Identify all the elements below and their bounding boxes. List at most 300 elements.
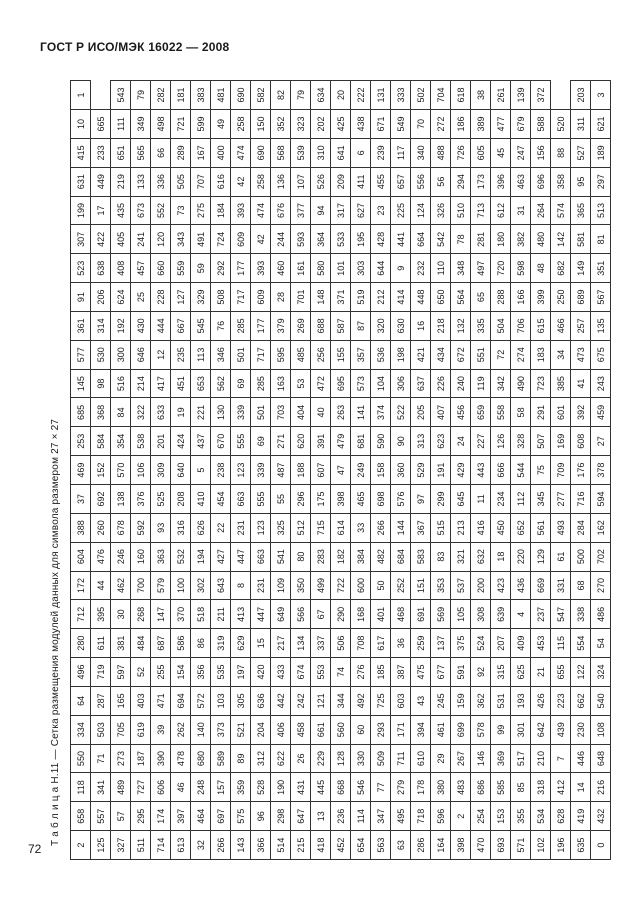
table-cell: 676 [271, 196, 291, 225]
table-cell: 620 [291, 427, 311, 456]
table-cell: 69 [251, 427, 271, 456]
table-cell: 625 [511, 658, 531, 687]
table-cell: 702 [591, 542, 611, 571]
table-cell: 469 [71, 456, 91, 485]
table-cell: 418 [311, 831, 331, 860]
table-cell: 722 [331, 571, 351, 600]
table-cell: 508 [211, 283, 231, 312]
table-cell: 161 [291, 254, 311, 283]
table-cell: 581 [571, 225, 591, 254]
table-cell: 99 [491, 715, 511, 744]
table-cell: 677 [431, 658, 451, 687]
table-cell: 36 [391, 629, 411, 658]
table-cell: 390 [151, 744, 171, 773]
table-cell: 318 [531, 773, 551, 802]
table-cell: 458 [291, 715, 311, 744]
table-cell: 529 [411, 456, 431, 485]
table-cell: 421 [411, 340, 431, 369]
table-cell: 330 [351, 744, 371, 773]
table-cell: 694 [171, 686, 191, 715]
table-cell: 167 [191, 138, 211, 167]
table-cell: 350 [291, 571, 311, 600]
table-cell: 152 [91, 456, 111, 485]
table-cell: 460 [271, 254, 291, 283]
table-cell: 361 [71, 311, 91, 340]
table-cell: 114 [351, 802, 371, 831]
table-cell: 182 [331, 542, 351, 571]
table-cell: 378 [591, 456, 611, 485]
table-cell: 236 [331, 802, 351, 831]
table-cell: 237 [531, 600, 551, 629]
table-cell: 55 [271, 485, 291, 514]
table-cell: 410 [191, 485, 211, 514]
table-cell: 617 [371, 629, 391, 658]
table-cell: 610 [411, 744, 431, 773]
table-row [231, 81, 251, 860]
table-cell: 60 [351, 715, 371, 744]
table-cell: 88 [551, 138, 571, 167]
table-cell: 181 [171, 81, 191, 110]
table-cell: 169 [551, 427, 571, 456]
table-cell: 643 [211, 571, 231, 600]
table-cell: 691 [411, 600, 431, 629]
table-cell: 644 [371, 254, 391, 283]
table-cell: 245 [431, 686, 451, 715]
table-cell: 143 [231, 831, 251, 860]
table-cell: 85 [511, 773, 531, 802]
table-cell: 339 [231, 398, 251, 427]
table-cell: 90 [391, 427, 411, 456]
table-cell: 107 [291, 167, 311, 196]
table-cell: 599 [191, 110, 211, 139]
table-row [411, 81, 431, 860]
table-row [351, 81, 371, 860]
table-cell: 149 [571, 254, 591, 283]
table-cell: 144 [391, 513, 411, 542]
table-cell: 668 [331, 773, 351, 802]
table-cell: 215 [291, 831, 311, 860]
table-cell: 457 [131, 254, 151, 283]
table-cell: 664 [411, 225, 431, 254]
table-cell: 185 [371, 658, 391, 687]
table-cell: 380 [431, 773, 451, 802]
table-cell: 371 [331, 283, 351, 312]
table-cell: 493 [551, 513, 571, 542]
table-cell: 252 [391, 571, 411, 600]
table-cell: 566 [291, 600, 311, 629]
table-cell: 409 [511, 629, 531, 658]
table-cell: 111 [111, 110, 131, 139]
table-cell: 556 [411, 167, 431, 196]
table-cell: 54 [591, 629, 611, 658]
table-cell: 281 [471, 225, 491, 254]
table-cell: 638 [91, 254, 111, 283]
table-cell: 242 [291, 686, 311, 715]
table-cell: 432 [591, 802, 611, 831]
table-cell: 73 [171, 196, 191, 225]
table-cell: 128 [331, 744, 351, 773]
table-cell: 59 [191, 254, 211, 283]
table-cell: 199 [71, 196, 91, 225]
table-cell: 13 [311, 802, 331, 831]
table-cell: 186 [451, 110, 471, 139]
table-cell: 451 [171, 369, 191, 398]
table-cell: 518 [191, 600, 211, 629]
table-cell: 42 [251, 225, 271, 254]
table-cell: 570 [111, 456, 131, 485]
table-cell: 706 [511, 311, 531, 340]
table-cell: 267 [451, 744, 471, 773]
table-cell: 246 [111, 542, 131, 571]
table-cell: 345 [531, 485, 551, 514]
table-cell: 285 [251, 369, 271, 398]
table-cell: 392 [571, 398, 591, 427]
table-cell: 67 [311, 600, 331, 629]
table-row [591, 81, 611, 860]
table-cell: 30 [111, 600, 131, 629]
table-cell: 579 [151, 571, 171, 600]
table-cell: 373 [211, 715, 231, 744]
table-cell: 436 [511, 571, 531, 600]
table-cell: 276 [351, 658, 371, 687]
table-cell: 105 [451, 600, 471, 629]
table-cell: 7 [551, 744, 571, 773]
table-cell: 681 [351, 427, 371, 456]
table-row [191, 81, 211, 860]
table-cell: 362 [471, 686, 491, 715]
table-cell: 692 [91, 485, 111, 514]
table-cell: 151 [411, 571, 431, 600]
table-cell: 145 [71, 369, 91, 398]
table-cell: 568 [271, 138, 291, 167]
table-cell: 192 [111, 311, 131, 340]
table-cell: 180 [491, 225, 511, 254]
table-cell: 417 [151, 369, 171, 398]
table-cell: 315 [491, 658, 511, 687]
table-cell: 530 [91, 340, 111, 369]
table-cell: 705 [111, 715, 131, 744]
table-cell: 700 [131, 571, 151, 600]
table-cell: 607 [311, 456, 331, 485]
table-cell: 698 [371, 485, 391, 514]
table-cell: 444 [151, 311, 171, 340]
table-cell: 597 [111, 658, 131, 687]
table-cell: 474 [251, 196, 271, 225]
table-cell: 354 [111, 427, 131, 456]
table-cell: 465 [351, 485, 371, 514]
table-cell: 286 [411, 831, 431, 860]
module-placement-grid [70, 80, 611, 860]
table-cell: 127 [171, 283, 191, 312]
table-cell: 376 [131, 485, 151, 514]
table-cell: 183 [531, 340, 551, 369]
table-cell: 204 [251, 715, 271, 744]
table-cell: 257 [571, 311, 591, 340]
table-cell: 301 [511, 715, 531, 744]
table-cell: 172 [71, 571, 91, 600]
table-cell: 177 [251, 311, 271, 340]
table-cell: 690 [231, 81, 251, 110]
table-cell: 56 [431, 167, 451, 196]
table-cell: 374 [371, 398, 391, 427]
table-cell: 135 [591, 311, 611, 340]
table-cell: 585 [491, 773, 511, 802]
table-cell: 113 [191, 340, 211, 369]
table-cell: 326 [431, 196, 451, 225]
table-cell: 18 [491, 542, 511, 571]
table-cell: 487 [271, 456, 291, 485]
table-row [251, 81, 271, 860]
table-cell: 675 [591, 340, 611, 369]
table-cell: 593 [291, 225, 311, 254]
table-cell: 433 [271, 658, 291, 687]
table-cell: 26 [291, 744, 311, 773]
table-cell: 391 [311, 427, 331, 456]
table-cell: 76 [211, 311, 231, 340]
table-cell: 173 [471, 167, 491, 196]
table-cell: 308 [471, 600, 491, 629]
table-cell: 498 [151, 110, 171, 139]
table-cell: 505 [171, 167, 191, 196]
table-cell: 154 [171, 658, 191, 687]
table-cell: 43 [411, 686, 431, 715]
table-cell: 473 [571, 340, 591, 369]
table-cell: 37 [71, 485, 91, 514]
table-cell: 446 [571, 744, 591, 773]
table-cell: 717 [251, 340, 271, 369]
table-cell: 419 [571, 802, 591, 831]
table-row [211, 81, 231, 860]
table-cell: 91 [71, 283, 91, 312]
table-cell: 266 [211, 831, 231, 860]
table-cell: 79 [291, 81, 311, 110]
table-cell: 359 [231, 773, 251, 802]
table-cell: 100 [171, 571, 191, 600]
table-cell: 139 [511, 81, 531, 110]
table-cell: 594 [591, 485, 611, 514]
table-cell: 713 [471, 196, 491, 225]
table-row [471, 81, 491, 860]
table-cell: 270 [591, 571, 611, 600]
table-cell: 623 [431, 427, 451, 456]
table-cell: 234 [491, 485, 511, 514]
table-cell: 500 [571, 542, 591, 571]
table-cell: 213 [451, 513, 471, 542]
table-cell: 398 [451, 831, 471, 860]
table-cell: 193 [511, 686, 531, 715]
table-row [91, 81, 111, 860]
table-cell: 447 [231, 542, 251, 571]
table-cell: 274 [511, 340, 531, 369]
table-cell: 158 [371, 456, 391, 485]
table-cell: 650 [431, 283, 451, 312]
table-cell: 626 [191, 513, 211, 542]
table-cell: 25 [131, 283, 151, 312]
table-row [151, 81, 171, 860]
table-cell: 227 [471, 427, 491, 456]
table-cell: 121 [311, 686, 331, 715]
table-cell: 462 [111, 571, 131, 600]
table-cell: 455 [371, 167, 391, 196]
table-cell: 20 [331, 81, 351, 110]
table-cell: 560 [331, 715, 351, 744]
table-cell: 459 [591, 398, 611, 427]
table-cell: 349 [131, 110, 151, 139]
table-cell: 24 [451, 427, 471, 456]
table-cell: 524 [471, 629, 491, 658]
table-cell: 259 [411, 629, 431, 658]
table-cell: 269 [291, 311, 311, 340]
table-cell: 608 [571, 427, 591, 456]
table-cell: 261 [491, 81, 511, 110]
table-cell: 423 [491, 571, 511, 600]
table-cell: 209 [331, 167, 351, 196]
table-cell: 2 [451, 802, 471, 831]
table-cell: 587 [331, 311, 351, 340]
table-cell: 564 [451, 283, 471, 312]
table-row [451, 81, 471, 860]
table-cell: 592 [131, 513, 151, 542]
table-cell: 651 [111, 138, 131, 167]
table-cell: 130 [211, 398, 231, 427]
table-cell: 442 [271, 686, 291, 715]
table-cell: 575 [231, 802, 251, 831]
table-cell: 695 [331, 369, 351, 398]
table-cell: 413 [231, 600, 251, 629]
table-cell: 572 [191, 686, 211, 715]
table-caption: Т а б л и ц а Н.11 — Сетка размещения модулей данных для символа размером 27 × 27 [50, 418, 61, 846]
table-cell: 45 [491, 138, 511, 167]
table-cell: 132 [451, 311, 471, 340]
table-cell: 535 [211, 658, 231, 687]
table-cell: 6 [351, 138, 371, 167]
table-cell: 47 [331, 456, 351, 485]
table-cell: 492 [351, 686, 371, 715]
table-cell: 241 [131, 225, 151, 254]
table-cell: 313 [411, 427, 431, 456]
table-cell: 126 [491, 427, 511, 456]
table-cell: 663 [251, 542, 271, 571]
table-cell: 395 [91, 600, 111, 629]
table-cell: 562 [211, 369, 231, 398]
table-cell: 366 [251, 831, 271, 860]
table-cell: 522 [391, 398, 411, 427]
table-cell: 97 [411, 485, 431, 514]
table-cell: 604 [71, 542, 91, 571]
table-cell: 674 [291, 658, 311, 687]
table-cell: 42 [231, 167, 251, 196]
table-cell: 184 [211, 196, 231, 225]
table-cell: 707 [191, 167, 211, 196]
table-cell: 430 [131, 311, 151, 340]
table-cell: 249 [351, 456, 371, 485]
table-cell: 64 [71, 686, 91, 715]
table-cell: 87 [351, 311, 371, 340]
table-cell: 633 [151, 398, 171, 427]
table-cell: 108 [591, 715, 611, 744]
table-cell: 645 [451, 485, 471, 514]
table-cell: 704 [431, 81, 451, 110]
table-cell: 665 [91, 110, 111, 139]
table-cell: 504 [491, 311, 511, 340]
table-cell: 223 [551, 686, 571, 715]
table-cell: 600 [351, 571, 371, 600]
table-cell: 631 [71, 167, 91, 196]
table-cell: 662 [571, 686, 591, 715]
table-cell: 701 [291, 283, 311, 312]
table-cell: 396 [491, 167, 511, 196]
table-cell: 622 [271, 744, 291, 773]
table-cell: 89 [231, 744, 251, 773]
table-cell: 488 [431, 138, 451, 167]
table-cell: 122 [571, 658, 591, 687]
table-cell: 385 [551, 369, 571, 398]
table-cell: 240 [451, 369, 471, 398]
table-cell: 388 [71, 513, 91, 542]
table-cell: 603 [391, 686, 411, 715]
table-cell: 243 [591, 369, 611, 398]
table-cell: 497 [471, 254, 491, 283]
table-cell: 671 [371, 110, 391, 139]
table-cell: 273 [111, 744, 131, 773]
table-cell: 258 [251, 167, 271, 196]
table-cell: 344 [331, 686, 351, 715]
table-cell: 567 [591, 283, 611, 312]
table-cell: 298 [271, 802, 291, 831]
table-cell: 235 [171, 340, 191, 369]
table-cell: 716 [571, 485, 591, 514]
table-cell: 605 [471, 138, 491, 167]
table-cell: 481 [211, 81, 231, 110]
table-cell: 119 [471, 369, 491, 398]
table-cell: 189 [591, 138, 611, 167]
table-cell: 27 [591, 427, 611, 456]
table-cell: 485 [291, 340, 311, 369]
table-cell: 658 [71, 802, 91, 831]
table-cell: 351 [591, 254, 611, 283]
table-cell: 679 [511, 110, 531, 139]
table-cell: 689 [571, 283, 591, 312]
table-cell: 137 [431, 629, 451, 658]
table-cell: 477 [491, 110, 511, 139]
table-cell: 438 [351, 110, 371, 139]
table-cell: 302 [191, 571, 211, 600]
table-cell: 163 [271, 369, 291, 398]
table-cell: 175 [311, 485, 331, 514]
table-row [111, 81, 131, 860]
table-cell: 709 [551, 456, 571, 485]
table-cell: 156 [531, 138, 551, 167]
table-cell: 368 [91, 398, 111, 427]
table-cell: 168 [351, 600, 371, 629]
table-cell: 256 [311, 340, 331, 369]
table-cell: 65 [471, 283, 491, 312]
table-cell: 618 [451, 81, 471, 110]
table-cell: 290 [331, 600, 351, 629]
table-cell: 341 [91, 773, 111, 802]
table-cell: 352 [271, 110, 291, 139]
table-cell: 542 [431, 225, 451, 254]
table-row [391, 81, 411, 860]
table-cell: 178 [411, 773, 431, 802]
table-cell: 19 [171, 398, 191, 427]
table-row [531, 81, 551, 860]
table-row [131, 81, 151, 860]
table-cell: 649 [271, 600, 291, 629]
table-cell: 244 [271, 225, 291, 254]
table-cell: 15 [251, 629, 271, 658]
table-cell: 46 [171, 773, 191, 802]
